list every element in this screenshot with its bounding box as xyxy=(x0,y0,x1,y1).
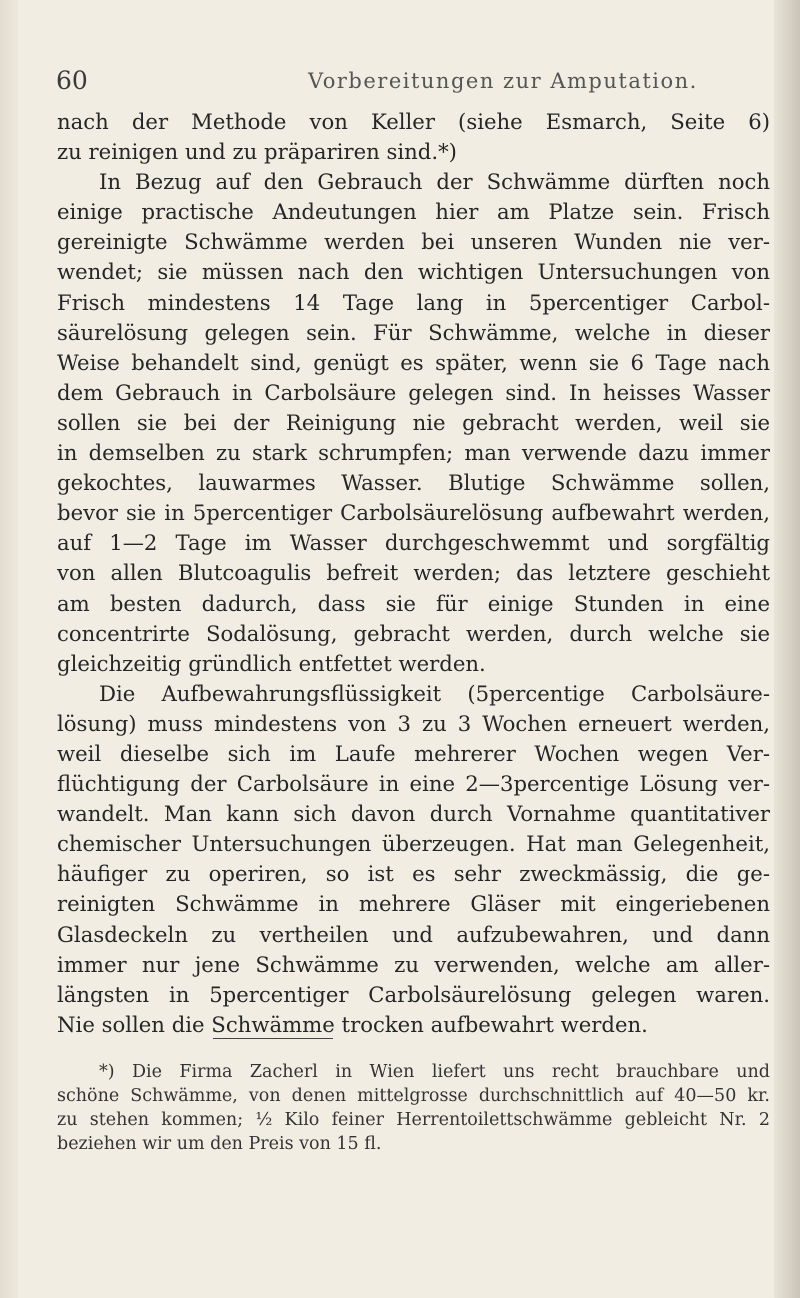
text-line: immer nur jene Schwämme zu verwenden, welche am aller- xyxy=(57,951,770,977)
text-line: auf 1—2 Tage im Wasser durchgeschwemmt und sorgfältig xyxy=(57,530,770,556)
paragraph xyxy=(57,107,770,167)
text-line: Frisch mindestens 14 Tage lang in 5percentiger Carbol- xyxy=(57,289,770,315)
text-line: concentrirte Sodalösung, gebracht werden, durch welche sie xyxy=(57,620,770,646)
paragraph xyxy=(57,167,770,679)
page-number: 60 xyxy=(56,66,88,95)
footnote-line: beziehen wir um den Preis von 15 fl. xyxy=(57,1134,382,1154)
page-header xyxy=(56,66,774,100)
text-line: wendet; sie müssen nach den wichtigen Untersuchungen von xyxy=(57,259,770,285)
text-line: säurelösung gelegen sein. Für Schwämme, welche in dieser xyxy=(57,319,770,345)
text-line: nach der Methode von Keller (siehe Esmarch, Seite 6) xyxy=(57,109,770,134)
text-line: chemischer Untersuchungen überzeugen. Hat man Gelegenheit, xyxy=(57,831,770,857)
text-line: flüchtigung der Carbolsäure in eine 2—3percentige Lösung ver- xyxy=(57,771,770,797)
text-line: bevor sie in 5percentiger Carbolsäurelösung aufbewahrt werden, xyxy=(57,500,770,526)
text-line: längsten in 5percentiger Carbolsäurelösung gelegen waren. xyxy=(57,981,770,1007)
footnote-rule xyxy=(213,1038,333,1039)
page-left-edge xyxy=(0,0,18,1298)
text-line: In Bezug auf den Gebrauch der Schwämme dürften noch xyxy=(99,169,770,195)
text-line: reinigten Schwämme in mehrere Gläser mit eingeriebenen xyxy=(57,891,770,917)
footnote-line: schöne Schwämme, von denen mittelgrosse durchschnittlich auf 40—50 kr. xyxy=(57,1086,770,1106)
footnote-line: *) Die Firma Zacherl in Wien liefert uns recht brauchbare und xyxy=(99,1062,770,1082)
text-line: zu reinigen und zu präpariren sind.*) xyxy=(57,139,457,165)
text-line: von allen Blutcoagulis befreit werden; das letztere geschieht xyxy=(57,560,770,586)
text-line: wandelt. Man kann sich davon durch Vornahme quantitativer xyxy=(57,801,770,827)
text-line: in demselben zu stark schrumpfen; man verwende dazu immer xyxy=(57,440,770,466)
body-text xyxy=(57,107,770,1040)
text-line: Die Aufbewahrungsflüssigkeit (5percentige Carbolsäure- xyxy=(99,680,770,706)
text-line: gleichzeitig gründlich entfettet werden. xyxy=(57,650,486,676)
paragraph xyxy=(57,679,770,1040)
footnote xyxy=(57,1060,770,1156)
text-line: weil dieselbe sich im Laufe mehrerer Wochen wegen Ver- xyxy=(57,740,770,766)
footnote-line: zu stehen kommen; ½ Kilo feiner Herrentoilettschwämme gebleicht Nr. 2 xyxy=(57,1110,770,1130)
text-line: häufiger zu operiren, so ist es sehr zweckmässig, die ge- xyxy=(57,861,770,887)
text-line: Glasdeckeln zu vertheilen und aufzubewahren, und dann xyxy=(57,921,770,947)
text-line: am besten dadurch, dass sie für einige Stunden in eine xyxy=(57,590,770,616)
running-head: Vorbereitungen zur Amputation. xyxy=(308,69,698,93)
text-line: Weise behandelt sind, genügt es später, wenn sie 6 Tage nach xyxy=(57,349,770,375)
text-line: dem Gebrauch in Carbolsäure gelegen sind. In heisses Wasser xyxy=(57,379,770,405)
text-line: einige practische Andeutungen hier am Platze sein. Frisch xyxy=(57,199,770,225)
page-right-edge xyxy=(774,0,800,1298)
text-line: Nie sollen die Schwämme trocken aufbewahrt werden. xyxy=(57,1011,648,1037)
text-line: gereinigte Schwämme werden bei unseren Wunden nie ver- xyxy=(57,229,770,255)
text-line: lösung) muss mindestens von 3 zu 3 Wochen erneuert werden, xyxy=(57,710,770,736)
text-line: sollen sie bei der Reinigung nie gebracht werden, weil sie xyxy=(57,409,770,435)
text-line: gekochtes, lauwarmes Wasser. Blutige Schwämme sollen, xyxy=(57,470,770,496)
